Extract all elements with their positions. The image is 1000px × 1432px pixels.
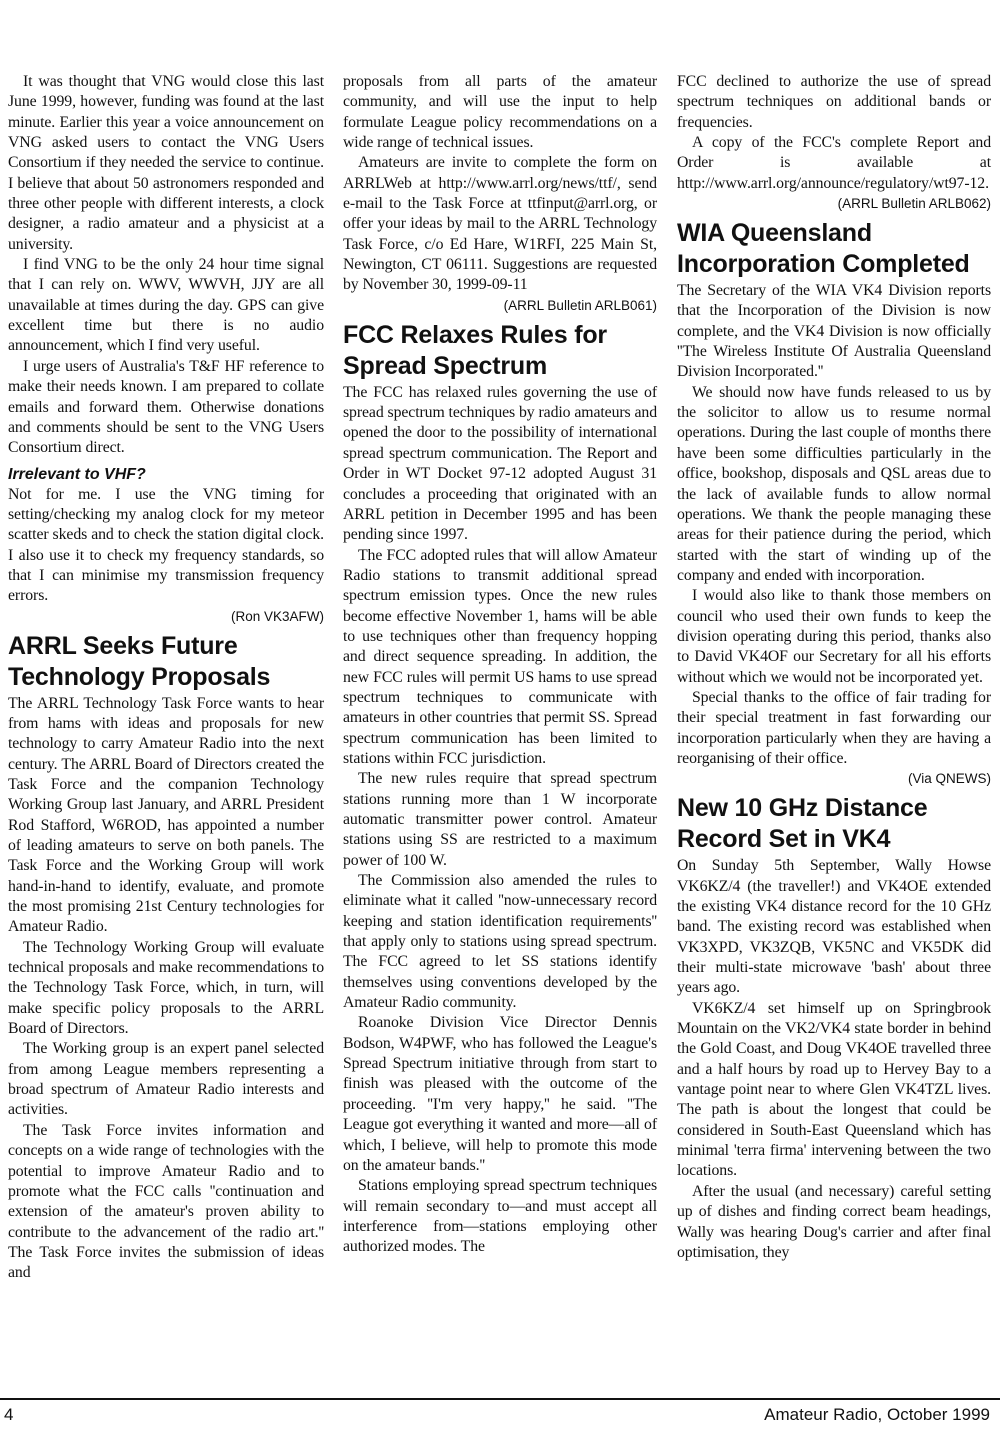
article-credit: (ARRL Bulletin ARLB062): [837, 196, 991, 212]
page-number: 4: [4, 1405, 14, 1424]
paragraph: I urge users of Australia's T&F HF reference to make their needs known. I am prepared to collate emails and forward them. Otherwise donations and comments should be sent to the VNG Users Consortium direct.: [8, 357, 324, 457]
paragraph: The ARRL Technology Task Force wants to hear from hams with ideas and proposals for new technology to carry Amateur Radio into the next century. The ARRL Board of Directors created the Task Force and the companion Technology Working Group last January, and ARRL President Rod Stafford, W6ROD, has appointed a number of leading amateurs to serve on both panels. The Task Force and the Working Group will work hand-in-hand to identify, evaluate, and promote the most promising 21st Century technologies for Amateur Radio.: [8, 694, 324, 936]
subheading-irrelevant-to-vhf: Irrelevant to VHF?: [8, 465, 146, 483]
paragraph: Not for me. I use the VNG timing for setting/checking my analog clock for my meteor scatter skeds and to check the station digital clock. I also use it to check my frequency standards, so that I can minimise my transmission frequency errors.: [8, 485, 324, 605]
column-2: [343, 72, 657, 1258]
paragraph: I find VNG to be the only 24 hour time signal that I can rely on. WWV, WWVH, JJY are all unavailable at times during the day. GPS can give excellent time but there is no audio announcement, which I find very useful.: [8, 256, 324, 355]
headline-wia-queensland: WIA Queensland Incorporation Completed: [677, 219, 970, 279]
paragraph: A copy of the FCC's complete Report and Order is available at http://www.arrl.org/announce/regulatory/wt97-12.: [677, 134, 991, 192]
publication-footer: Amateur Radio, October 1999: [764, 1405, 990, 1424]
headline-fcc-spread-spectrum: FCC Relaxes Rules for Spread Spectrum: [343, 320, 607, 380]
paragraph: The Working group is an expert panel selected from among League members representing a broad spectrum of Amateur Radio interests and activities.: [8, 1040, 324, 1119]
paragraph: The Commission also amended the rules to eliminate what it called ''now-unnecessary record keeping and station identification requirements'' that apply only to stations using spread spectrum. The FCC agreed to let SS stations identify themselves using conventions developed by the Amateur Radio community.: [343, 872, 657, 1012]
column-3: [677, 72, 991, 1263]
paragraph: On Sunday 5th September, Wally Howse VK6KZ/4 (the traveller!) and VK4OE extended the existing VK4 distance record for the 10 GHz band. The existing record was established when VK3XPD, VK3ZQB, VK5NC and VK5DK did their multi-state microwave 'bash' about three years ago.: [677, 857, 991, 997]
paragraph: Roanoke Division Vice Director Dennis Bodson, W4PWF, who has followed the League's Spread Spectrum initiative through from start to finish was pleased with the outcome of the proceeding. ''I'm very happy,'' he said. ''The League got everything it wanted and more—all of which, I believe, will help to promote this mode on the amateur bands.'': [343, 1014, 657, 1174]
paragraph: It was thought that VNG would close this last June 1999, however, funding was found at the last minute. Earlier this year a voice announcement on VNG asked users to contact the VNG Users Consortium if they needed the service to continue. I believe that about 50 astronomers responded and three other people with different interests, a clock designer, a radio amateur and a physicist at a university.: [8, 73, 324, 253]
paragraph: VK6KZ/4 set himself up on Springbrook Mountain on the VK2/VK4 state border in behind the Gold Coast, and Doug VK4OE travelled three and a half hours by road up to Hervey Bay to a vantage point near to where Glen VK4TZL lives. The path is about the longest that could be considered in South-East Queensland which has minimal 'terra firma' intervening between the two locations.: [677, 999, 991, 1180]
paragraph: Amateurs are invite to complete the form on ARRLWeb at http://www.arrl.org/news/ttf/, send e-mail to the Task Force at ttfinput@arrl.org, or offer your ideas by mail to the ARRL Technology Task Force, c/o Ed Hare, W1RFI, 225 Main St, Newington, CT 06111. Suggestions are requested by November 30, 1999-09-11: [343, 154, 657, 294]
paragraph: proposals from all parts of the amateur community, and will use the input to help formulate League policy recommendations on a wide range of technical issues.: [343, 73, 657, 152]
paragraph: Special thanks to the office of fair trading for their special treatment in fast forwarding our incorporation particularly when they are having a reorganising of their office.: [677, 688, 991, 767]
headline-arrl-future-technology: ARRL Seeks Future Technology Proposals: [8, 631, 271, 691]
paragraph: The new rules require that spread spectrum stations running more than 1 W incorporate automatic transmitter power control. Amateur stations using SS are restricted to a maximum power of 100 W.: [343, 770, 657, 869]
paragraph: We should now have funds released to us by the solicitor to allow us to resume normal operations. During the last couple of months there have been some difficulties particularly in the office, bookshop, disposals and QSL areas due to the lack of available funds to allow normal operations. We thank the people managing these areas for their patience during the period, which started with the start of winding up of the company and ended with incorporation.: [677, 383, 991, 584]
footer-divider: [0, 1398, 1000, 1400]
paragraph: Stations employing spread spectrum techniques will remain secondary to—and must accept all interference from—stations employing other authorized modes. The: [343, 1177, 657, 1256]
paragraph: The Task Force invites information and concepts on a wide range of technologies with the potential to improve Amateur Radio and to promote what the FCC calls ''continuation and extension of the amateur's proven ability to contribute to the advancement of the radio art.'' The Task Force invites the submission of ideas and: [8, 1121, 324, 1282]
paragraph: The FCC adopted rules that will allow Amateur Radio stations to transmit additional spread spectrum emission types. Once the new rules become effective November 1, hams will be able to use techniques other than frequency hopping and direct sequence spreading. In addition, the new FCC rules will permit US hams to use spread spectrum techniques to communicate with amateurs in other countries that permit SS. Spread spectrum communication has been limited to stations within FCC jurisdiction.: [343, 546, 657, 767]
paragraph: After the usual (and necessary) careful setting up of dishes and finding correct beam headings, Wally was hearing Doug's carrier and after final optimisation, they: [677, 1182, 991, 1261]
column-1: [8, 72, 324, 1284]
paragraph: The FCC has relaxed rules governing the use of spread spectrum techniques by radio amateurs and opened the door to the possibility of international spread spectrum communication. The Report and Order in WT Docket 97-12 adopted August 31 concludes a proceeding that originated with an ARRL petition in December 1995 and has been pending since 1997.: [343, 383, 657, 544]
article-credit: (Ron VK3AFW): [230, 608, 324, 624]
article-credit: (ARRL Bulletin ARLB061): [503, 297, 657, 313]
article-credit: (Via QNEWS): [907, 771, 991, 787]
paragraph: The Technology Working Group will evaluate technical proposals and make recommendations to the Technology Task Force, which, in turn, will make specific policy proposals to the ARRL Board of Directors.: [8, 938, 324, 1038]
paragraph: The Secretary of the WIA VK4 Division reports that the Incorporation of the Division is now complete, and the VK4 Division is now officially ''The Wireless Institute Of Australia Queensland Division Incorporated.'': [677, 282, 991, 381]
paragraph: FCC declined to authorize the use of spread spectrum techniques on additional bands or frequencies.: [677, 73, 991, 131]
paragraph: I would also like to thank those members on council who used their own funds to keep the division operating during this period, thanks also to David VK4OF our Secretary for all his efforts without which we would not be incorporated yet.: [677, 587, 991, 686]
headline-10ghz-record: New 10 GHz Distance Record Set in VK4: [677, 794, 928, 854]
